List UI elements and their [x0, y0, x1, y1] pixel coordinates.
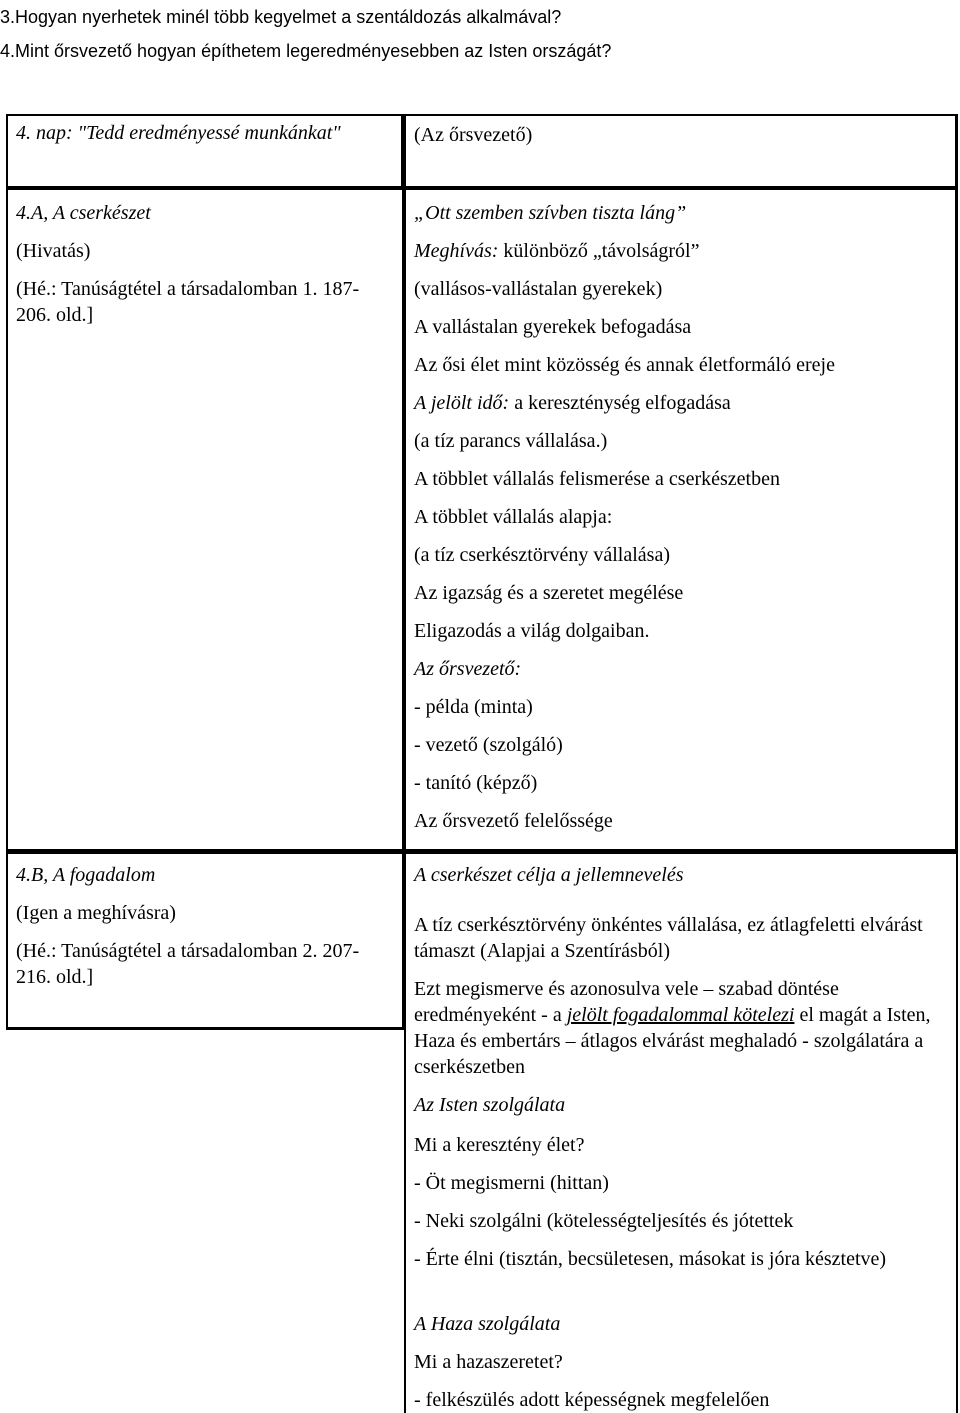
- section-a-ref: (Hé.: Tanúságtétel a társadalomban 1. 187-206. old.]: [16, 278, 360, 326]
- line-16: - tanító (képző): [414, 772, 538, 794]
- section-b-ref: (Hé.: Tanúságtétel a társadalomban 2. 207-216. old.]: [16, 940, 360, 988]
- question-2: Mi a hazaszeretet?: [414, 1351, 563, 1373]
- section-b-right-cell: [404, 852, 958, 1413]
- paragraph-2-b: jelölt fogadalommal kötelezi: [566, 1004, 795, 1026]
- line-12: Eligazodás a világ dolgaiban.: [414, 620, 650, 642]
- invitation-text: különböző „távolságról”: [498, 240, 700, 262]
- section-a-right-cell: [404, 188, 958, 852]
- section-b-sub: (Igen a meghívásra): [16, 902, 176, 924]
- line-9: A többlet vállalás alapja:: [414, 506, 613, 528]
- paragraph-2-d: meghaladó - szolgálatára a cserkészetben: [414, 1030, 924, 1078]
- line-4: A vallástalan gyerekek befogadása: [414, 316, 692, 338]
- question-3: 3.Hogyan nyerhetek minél több kegyelmet a szentáldozás alkalmával?: [0, 7, 562, 27]
- bullet-1: - Öt megismerni (hittan): [414, 1172, 609, 1194]
- line-5: Az ősi élet mint közösség és annak életformáló ereje: [414, 354, 835, 376]
- role-label: (Az őrsvezető): [414, 124, 533, 146]
- bullet-2: - Neki szolgálni (kötelességteljesítés és jótettek: [414, 1210, 794, 1232]
- home-heading: A Haza szolgálata: [414, 1313, 561, 1335]
- line-14: - példa (minta): [414, 696, 533, 718]
- question-1: Mi a keresztény élet?: [414, 1134, 585, 1156]
- line-13: Az őrsvezető:: [414, 658, 522, 680]
- line-6-text: a kereszténység elfogadása: [509, 392, 731, 414]
- question-4: 4.Mint őrsvezető hogyan építhetem legeredményesebben az Isten országát?: [0, 41, 612, 61]
- section-b-heading: 4.B, A fogadalom: [16, 864, 156, 886]
- paragraph-2: [414, 976, 950, 1080]
- role-cell: [404, 114, 958, 188]
- day-title-cell: [6, 114, 404, 188]
- god-heading: Az Isten szolgálata: [414, 1094, 566, 1116]
- line-7: (a tíz parancs vállalása.): [414, 430, 608, 452]
- section-a-heading: 4.A, A cserkészet: [16, 202, 151, 224]
- day-title: [16, 120, 395, 146]
- line-17: Az őrsvezető felelőssége: [414, 810, 613, 832]
- line-15: - vezető (szolgáló): [414, 734, 563, 756]
- bullet-3: - Érte élni (tisztán, becsületesen, másokat is jóra késztetve): [414, 1248, 887, 1270]
- day-title-text: "Tedd eredményessé munkánkat": [77, 122, 341, 144]
- line-6: [414, 390, 731, 416]
- motto: „Ott szemben szívben tiszta láng”: [414, 202, 687, 224]
- invitation: [414, 238, 699, 264]
- line-8: A többlet vállalás felismerése a cserkészetben: [414, 468, 780, 490]
- line-3: (vallásos-vallástalan gyerekek): [414, 278, 663, 300]
- section-a-sub: (Hivatás): [16, 240, 91, 262]
- section-a-left-cell: [6, 188, 404, 852]
- line-11: Az igazság és a szeretet megélése: [414, 582, 684, 604]
- invitation-label: Meghívás:: [414, 240, 499, 262]
- bullet-4: - felkészülés adott képességnek megfelelően: [414, 1389, 770, 1411]
- line-10: (a tíz cserkésztörvény vállalása): [414, 544, 670, 566]
- paragraph-2-c: el magát a Isten, Haza és embertárs – átlagos elvárást: [414, 1004, 931, 1052]
- day-label: 4. nap:: [16, 122, 78, 144]
- goal: A cserkészet célja a jellemnevelés: [414, 864, 684, 886]
- line-6-label: A jelölt idő:: [414, 392, 510, 414]
- paragraph-1: A tíz cserkésztörvény önkéntes vállalása, ez átlagfeletti elvárást támaszt (Alapjai a Szentírásból): [414, 914, 923, 962]
- intro-questions: [0, 6, 611, 74]
- paragraph-2-a: Ezt megismerve és azonosulva vele – szabad döntése eredményeként - a: [414, 978, 839, 1026]
- section-b-left-cell: [6, 852, 404, 1030]
